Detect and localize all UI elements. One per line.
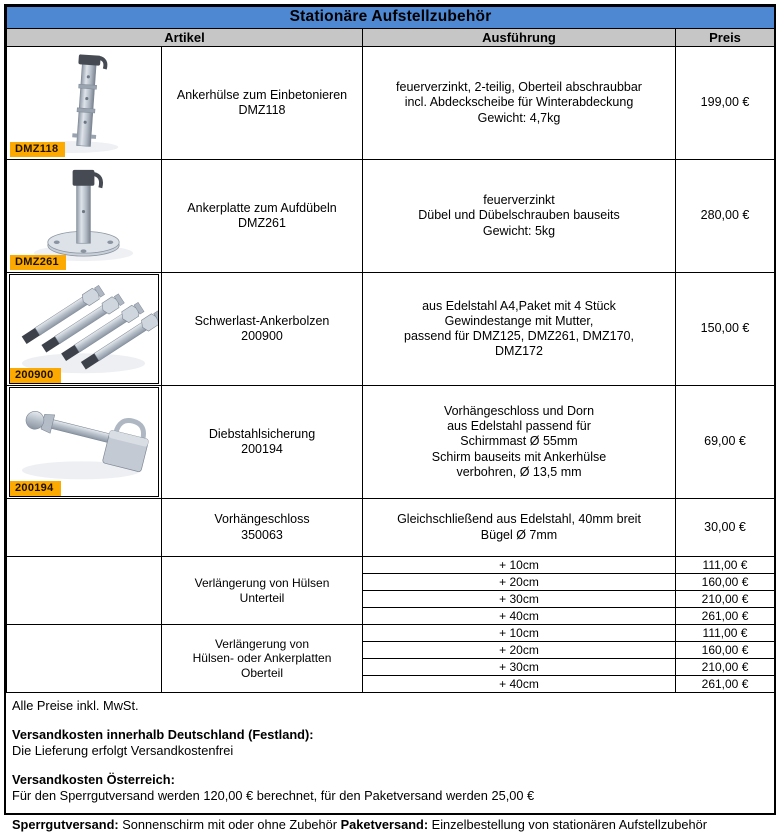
product-tag-badge: DMZ118 xyxy=(10,142,65,157)
option-size-cell: + 40cm xyxy=(363,608,676,625)
title-row xyxy=(7,7,775,29)
product-image-cell xyxy=(7,160,162,273)
option-price-cell: 210,00 € xyxy=(676,591,775,608)
artikel-cell: Diebstahlsicherung 200194 xyxy=(162,386,363,499)
col-header-ausfuehrung: Ausführung xyxy=(363,29,676,47)
parcel-shipping-label: Paketversand: xyxy=(340,817,429,832)
product-row-350063 xyxy=(7,499,775,557)
product-image-cell xyxy=(7,273,162,386)
artikel-line: DMZ118 xyxy=(238,103,286,117)
product-tag-badge: DMZ261 xyxy=(10,255,66,270)
price-cell: 199,00 € xyxy=(676,47,775,160)
option-size-cell: + 30cm xyxy=(363,659,676,676)
parcel-shipping-text: Einzelbestellung von stationären Aufstellzubehör xyxy=(428,817,707,832)
ausfuehrung-cell: feuerverzinkt, 2-teilig, Oberteil abschraubbar incl. Abdeckscheibe für Winterabdeckung Gewicht: 4,7kg xyxy=(363,47,676,160)
product-tag-badge: 200900 xyxy=(10,368,61,383)
page-title: Stationäre Aufstellzubehör xyxy=(7,7,775,29)
price-cell: 150,00 € xyxy=(676,273,775,386)
ausfuehrung-cell: Vorhängeschloss und Dorn aus Edelstahl passend für Schirmmast Ø 55mm Schirm bauseits mit Ankerhülse verbohren, Ø 13,5 mm xyxy=(363,386,676,499)
product-image-cell xyxy=(7,386,162,499)
footer-notes xyxy=(6,693,774,832)
vat-note: Alle Preise inkl. MwSt. xyxy=(12,698,139,713)
artikel-cell: Verlängerung von Hülsen Unterteil xyxy=(162,557,363,625)
ausfuehrung-cell: feuerverzinkt Dübel und Dübelschrauben bauseits Gewicht: 5kg xyxy=(363,160,676,273)
option-price-cell: 160,00 € xyxy=(676,574,775,591)
col-header-preis: Preis xyxy=(676,29,775,47)
extension-row-unterteil xyxy=(7,557,775,574)
shipping-germany-title: Versandkosten innerhalb Deutschland (Festland): xyxy=(12,727,314,742)
option-size-cell: + 40cm xyxy=(363,676,676,693)
product-row-200194 xyxy=(7,386,775,499)
ausfuehrung-cell: Gleichschließend aus Edelstahl, 40mm breit Bügel Ø 7mm xyxy=(363,499,676,557)
artikel-line: Ankerhülse zum Einbetonieren xyxy=(176,87,348,102)
artikel-cell: Vorhängeschloss 350063 xyxy=(162,499,363,557)
shipping-austria-title: Versandkosten Österreich: xyxy=(12,772,175,787)
shipping-definitions xyxy=(12,817,774,832)
price-table xyxy=(6,6,775,693)
option-size-cell: + 20cm xyxy=(363,574,676,591)
extension-row-oberteil xyxy=(7,625,775,642)
price-cell: 69,00 € xyxy=(676,386,775,499)
empty-image-cell xyxy=(7,625,162,693)
product-row-200900 xyxy=(7,273,775,386)
option-size-cell: + 10cm xyxy=(363,557,676,574)
artikel-cell xyxy=(162,47,363,160)
artikel-cell: Verlängerung von Hülsen- oder Ankerplatten Oberteil xyxy=(162,625,363,693)
option-size-cell: + 30cm xyxy=(363,591,676,608)
empty-image-cell xyxy=(7,557,162,625)
option-price-cell: 261,00 € xyxy=(676,676,775,693)
ausfuehrung-cell: aus Edelstahl A4,Paket mit 4 Stück Gewindestange mit Mutter, passend für DMZ125, DMZ261, DMZ170, DMZ172 xyxy=(363,273,676,386)
option-price-cell: 160,00 € xyxy=(676,642,775,659)
option-price-cell: 111,00 € xyxy=(676,557,775,574)
product-tag-badge: 200194 xyxy=(10,481,61,496)
option-price-cell: 261,00 € xyxy=(676,608,775,625)
product-row-dmz261 xyxy=(7,160,775,273)
artikel-cell: Ankerplatte zum Aufdübeln DMZ261 xyxy=(162,160,363,273)
empty-image-cell xyxy=(7,499,162,557)
price-list-page xyxy=(4,4,776,832)
bulk-shipping-text: Sonnenschirm mit oder ohne Zubehör xyxy=(118,817,341,832)
column-header-row xyxy=(7,29,775,47)
option-price-cell: 210,00 € xyxy=(676,659,775,676)
option-size-cell: + 10cm xyxy=(363,625,676,642)
shipping-germany-text: Die Lieferung erfolgt Versandkostenfrei xyxy=(12,743,234,758)
option-size-cell: + 20cm xyxy=(363,642,676,659)
price-cell: 30,00 € xyxy=(676,499,775,557)
bulk-shipping-label: Sperrgutversand: xyxy=(12,817,119,832)
price-cell: 280,00 € xyxy=(676,160,775,273)
product-row-dmz118 xyxy=(7,47,775,160)
artikel-cell: Schwerlast-Ankerbolzen 200900 xyxy=(162,273,363,386)
col-header-artikel: Artikel xyxy=(7,29,363,47)
shipping-austria-text: Für den Sperrgutversand werden 120,00 € berechnet, für den Paketversand werden 25,00 € xyxy=(12,788,535,803)
option-price-cell: 111,00 € xyxy=(676,625,775,642)
product-image-cell xyxy=(7,47,162,160)
